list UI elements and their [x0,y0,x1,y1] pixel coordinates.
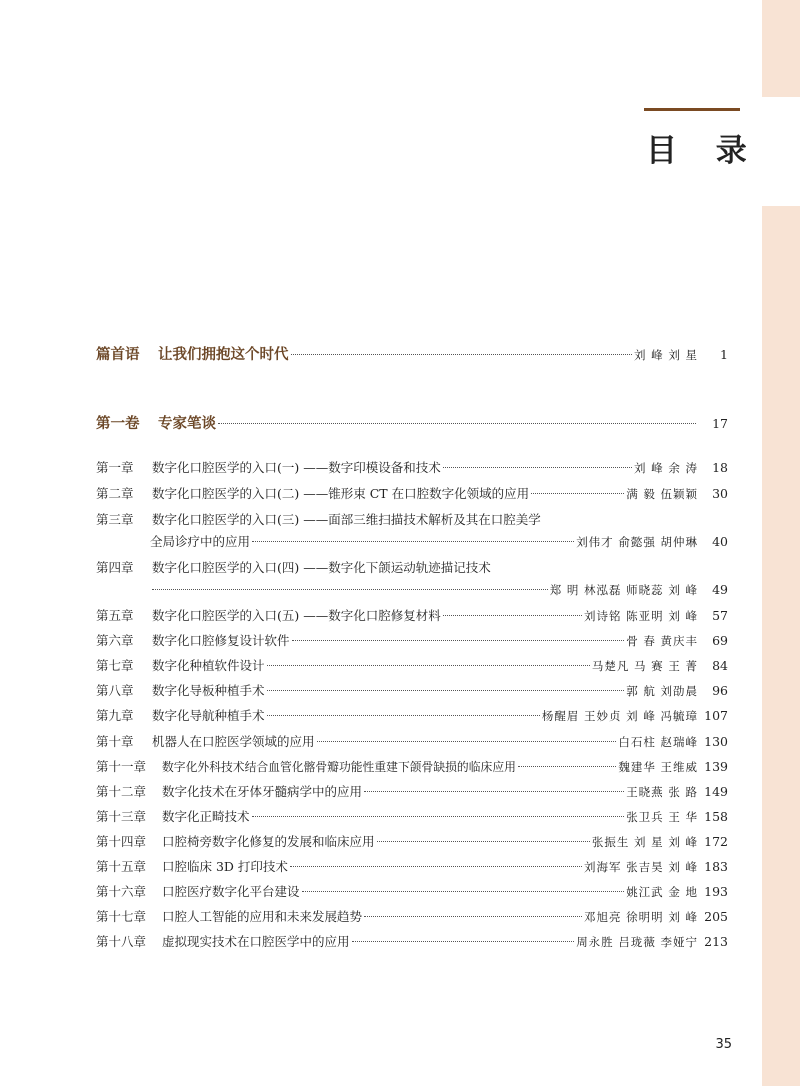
leader-dots [252,541,574,542]
chapter-number: 第五章 [96,608,134,623]
chapter-authors: 张振生 刘 星 刘 峰 [591,835,698,849]
chapter-title: 口腔椅旁数字化修复的发展和临床应用 [162,834,375,849]
chapter-number: 第九章 [96,708,134,723]
leader-dots [364,916,582,917]
leader-dots [302,891,625,892]
leader-dots [252,816,625,817]
part-title: 专家笔谈 [158,416,216,432]
chapter-title: 数字化口腔医学的入口(一) ——数字印模设备和技术 [152,460,441,475]
chapter-page: 193 [704,884,728,899]
leader-dots [267,665,590,666]
chapter-title: 数字化口腔医学的入口(五) ——数字化口腔修复材料 [152,608,441,623]
chapter-number: 第三章 [96,512,134,527]
toc-chapter-16[interactable] [96,882,728,902]
part-page: 17 [712,416,728,431]
preface-authors: 刘 峰 刘 星 [634,348,698,362]
chapter-authors: 刘伟才 俞懿强 胡仲琳 [576,535,698,549]
leader-dots [267,690,625,691]
leader-dots [317,741,617,742]
chapter-number: 第十一章 [96,759,147,774]
leader-dots [291,354,633,355]
chapter-number: 第十八章 [96,934,147,949]
chapter-page: 205 [704,909,728,924]
chapter-page: 30 [712,486,728,501]
chapter-page: 84 [712,658,728,673]
toc-part-1[interactable] [96,414,728,434]
leader-dots [364,791,624,792]
chapter-authors: 满 毅 伍颖颖 [626,487,698,501]
chapter-authors: 邓旭亮 徐明明 刘 峰 [584,910,698,924]
chapter-title-continued: 全局诊疗中的应用 [150,534,251,549]
toc-chapter-4-continued[interactable] [150,580,728,600]
chapter-title: 口腔人工智能的应用和未来发展趋势 [162,909,363,924]
leader-dots [290,866,582,867]
chapter-page: 213 [704,934,728,949]
leader-dots [443,467,632,468]
chapter-page: 40 [712,534,728,549]
leader-dots [377,841,590,842]
chapter-authors: 骨 春 黄庆丰 [626,634,698,648]
toc-chapter-3-continued[interactable] [150,532,728,552]
chapter-number: 第十二章 [96,784,147,799]
chapter-authors: 魏建华 王维威 [618,760,698,774]
leader-dots [352,941,575,942]
chapter-authors: 刘海军 张吉昊 刘 峰 [584,860,698,874]
chapter-authors: 姚江武 金 地 [626,885,698,899]
leader-dots [531,493,624,494]
chapter-page: 69 [712,633,728,648]
chapter-page: 158 [704,809,728,824]
toc-chapter-7[interactable] [96,656,728,676]
chapter-page: 183 [704,859,728,874]
toc-chapter-8[interactable] [96,681,728,701]
chapter-page: 57 [712,608,728,623]
chapter-page: 18 [712,460,728,475]
toc-chapter-15[interactable] [96,857,728,877]
chapter-title: 数字化导航种植手术 [152,708,265,723]
chapter-title: 虚拟现实技术在口腔医学中的应用 [162,934,350,949]
preface-label: 篇首语 [96,347,140,363]
leader-dots [152,589,548,590]
chapter-page: 139 [704,759,728,774]
toc-chapter-3[interactable] [96,510,728,530]
chapter-number: 第六章 [96,633,134,648]
leader-dots [267,715,540,716]
chapter-authors: 刘 峰 余 涛 [634,461,698,475]
toc-chapter-18[interactable] [96,932,728,952]
toc-chapter-11[interactable] [96,757,728,777]
toc-chapter-4[interactable] [96,558,728,578]
chapter-number: 第四章 [96,560,134,575]
chapter-number: 第八章 [96,683,134,698]
chapter-authors: 郑 明 林泓磊 师晓蕊 刘 峰 [549,583,698,597]
chapter-page: 149 [704,784,728,799]
chapter-title: 数字化口腔医学的入口(三) ——面部三维扫描技术解析及其在口腔美学 [152,512,541,527]
chapter-page: 96 [712,683,728,698]
preface-title: 让我们拥抱这个时代 [158,347,289,363]
chapter-authors: 郭 航 刘劭晨 [626,684,698,698]
chapter-number: 第十章 [96,734,134,749]
chapter-page: 107 [704,708,728,723]
chapter-page: 172 [704,834,728,849]
preface-page: 1 [720,347,728,362]
toc-chapter-1[interactable] [96,458,728,478]
chapter-title: 机器人在口腔医学领域的应用 [152,734,315,749]
chapter-authors: 王晓燕 张 路 [626,785,698,799]
toc-chapter-10[interactable] [96,732,728,752]
page-title: 目 录 [646,133,761,169]
chapter-title: 数字化种植软件设计 [152,658,265,673]
chapter-number: 第十六章 [96,884,147,899]
chapter-number: 第一章 [96,460,134,475]
title-rule [644,108,740,111]
chapter-authors: 周永胜 吕珑薇 李娅宁 [576,935,698,949]
chapter-number: 第十四章 [96,834,147,849]
toc-chapter-2[interactable] [96,484,728,504]
page-number: 35 [715,1037,732,1052]
chapter-authors: 张卫兵 王 华 [626,810,698,824]
leader-dots [292,640,625,641]
chapter-title: 口腔临床 3D 打印技术 [162,859,288,874]
toc-chapter-5[interactable] [96,606,728,626]
part-label: 第一卷 [96,416,140,432]
chapter-authors: 刘诗铭 陈亚明 刘 峰 [584,609,698,623]
decorative-band-top [762,0,800,97]
chapter-title: 数字化正畸技术 [162,809,250,824]
chapter-title: 数字化口腔医学的入口(四) ——数字化下颌运动轨迹描记技术 [152,560,491,575]
chapter-number: 第十七章 [96,909,147,924]
toc-chapter-9[interactable] [96,706,728,726]
chapter-title: 数字化口腔医学的入口(二) ——锥形束 CT 在口腔数字化领域的应用 [152,486,530,501]
toc-chapter-14[interactable] [96,832,728,852]
decorative-band-right [762,206,800,1086]
chapter-authors: 杨醒眉 王妙贞 刘 峰 冯毓璋 [541,709,698,723]
chapter-title: 数字化口腔修复设计软件 [152,633,290,648]
toc-chapter-12[interactable] [96,782,728,802]
chapter-title: 数字化导板种植手术 [152,683,265,698]
leader-dots [218,423,696,424]
toc-chapter-6[interactable] [96,631,728,651]
chapter-number: 第二章 [96,486,134,501]
toc-chapter-13[interactable] [96,807,728,827]
toc-preface[interactable] [96,345,728,365]
toc-chapter-17[interactable] [96,907,728,927]
chapter-number: 第十三章 [96,809,147,824]
chapter-number: 第七章 [96,658,134,673]
chapter-title: 数字化外科技术结合血管化髂骨瓣功能性重建下颌骨缺损的临床应用 [162,760,516,774]
chapter-title: 数字化技术在牙体牙髓病学中的应用 [162,784,363,799]
chapter-authors: 马楚凡 马 赛 王 菁 [591,659,698,673]
chapter-title: 口腔医疗数字化平台建设 [162,884,300,899]
chapter-page: 49 [712,582,728,597]
leader-dots [518,766,616,767]
chapter-number: 第十五章 [96,859,147,874]
leader-dots [443,615,582,616]
chapter-authors: 白石柱 赵瑞峰 [618,735,698,749]
chapter-page: 130 [704,734,728,749]
